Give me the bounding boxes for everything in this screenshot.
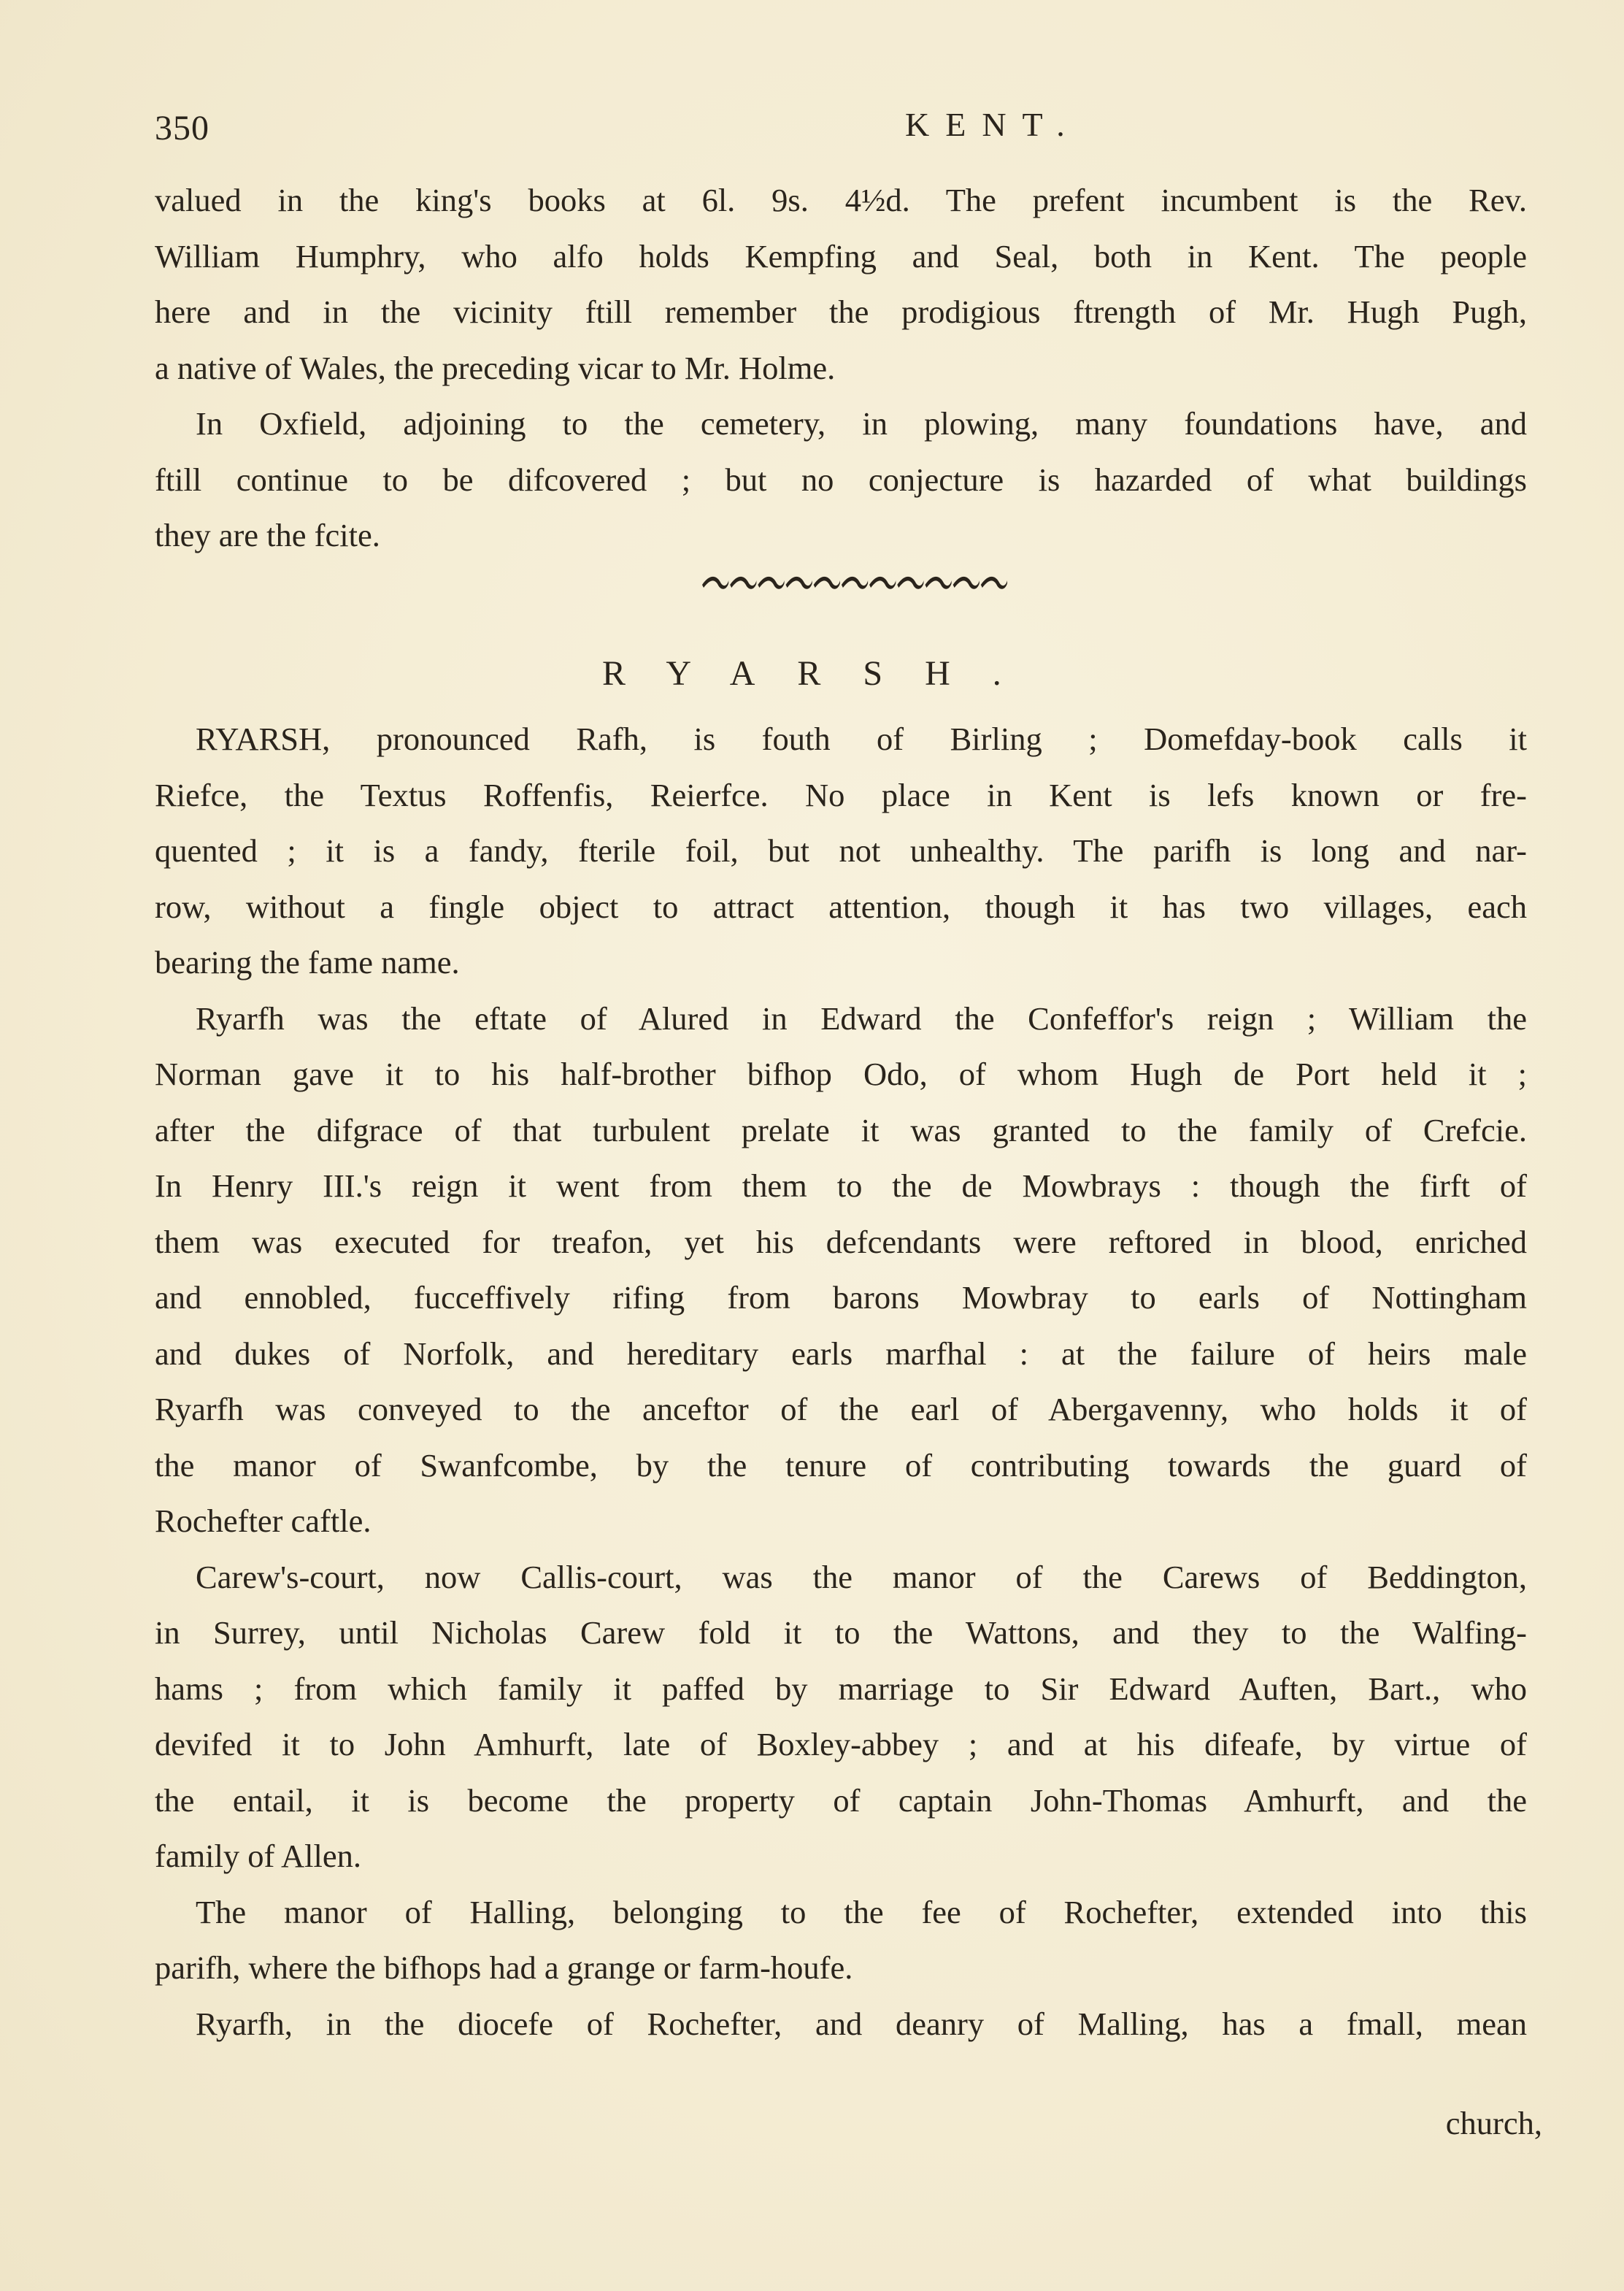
- text-line: and dukes of Norfolk, and hereditary earls marfhal : at the failure of heirs male: [155, 1335, 1527, 1372]
- paragraph: [155, 1996, 1527, 2052]
- text-line: Ryarfh was conveyed to the anceftor of the earl of Abergavenny, who holds it of: [155, 1391, 1527, 1427]
- section-title: RYARSH.: [602, 654, 1044, 693]
- text-line: In Henry III.'s reign it went from them to the de Mowbrays : though the firft of: [155, 1167, 1527, 1204]
- text-line: Ryarfh, in the diocefe of Rochefter, and deanry of Malling, has a fmall, mean: [196, 2005, 1527, 2042]
- text-line: and ennobled, fucceffively rifing from barons Mowbray to earls of Nottingham: [155, 1279, 1527, 1316]
- text-line: RYARSH, pronounced Rafh, is fouth of Birling ; Domefday-book calls it: [196, 721, 1527, 757]
- text-line: valued in the king's books at 6l. 9s. 4½d. The prefent incumbent is the Rev.: [155, 182, 1527, 218]
- paragraph: [155, 991, 1527, 1549]
- paragraph: [155, 1549, 1527, 1884]
- text-line: row, without a fingle object to attract attention, though it has two villages, each: [155, 888, 1527, 925]
- text-line: William Humphry, who alfo holds Kempfing and Seal, both in Kent. The people: [155, 237, 1527, 275]
- page-number: 350: [155, 109, 209, 147]
- decorative-rule-ornament: [701, 572, 1007, 594]
- paragraph: [155, 172, 1527, 396]
- page-header: [155, 108, 1527, 159]
- section-text-block: [155, 711, 1527, 2052]
- text-line: the entail, it is become the property of captain John-Thomas Amhurft, and the: [155, 1781, 1527, 1819]
- text-line: in Surrey, until Nicholas Carew fold it to the Wattons, and they to the Walfing-: [155, 1614, 1527, 1651]
- running-head: KENT.: [905, 106, 1081, 143]
- text-line: after the difgrace of that turbulent prelate it was granted to the family of Crefcie.: [155, 1111, 1527, 1148]
- text-line: In Oxfield, adjoining to the cemetery, in plowing, many foundations have, and: [196, 405, 1527, 442]
- paragraph: [155, 1884, 1527, 1996]
- text-line: devifed it to John Amhurft, late of Boxley-abbey ; and at his difeafe, by virtue of: [155, 1726, 1527, 1762]
- paragraph: [155, 711, 1527, 991]
- text-line: a native of Wales, the preceding vicar to Mr. Holme.: [155, 349, 836, 386]
- paragraph: [155, 396, 1527, 564]
- text-line: the manor of Swanfcombe, by the tenure of contributing towards the guard of: [155, 1446, 1527, 1484]
- top-text-block: [155, 172, 1527, 564]
- text-line: them was executed for treafon, yet his defcendants were reftored in blood, enriched: [155, 1223, 1527, 1260]
- catchword: church,: [1445, 2105, 1542, 2141]
- text-line: Rochefter caftle.: [155, 1503, 372, 1539]
- text-line: hams ; from which family it paffed by marriage to Sir Edward Auften, Bart., who: [155, 1670, 1527, 1707]
- text-line: family of Allen.: [155, 1838, 362, 1874]
- text-line: Ryarfh was the eftate of Alured in Edward the Confeffor's reign ; William the: [196, 999, 1527, 1037]
- text-line: bearing the fame name.: [155, 944, 460, 981]
- text-line: ftill continue to be difcovered ; but no conjecture is hazarded of what buildings: [155, 461, 1527, 498]
- text-line: Norman gave it to his half-brother bifhop Odo, of whom Hugh de Port held it ;: [155, 1056, 1527, 1092]
- text-line: quented ; it is a fandy, fterile foil, but not unhealthy. The parifh is long and nar-: [155, 832, 1527, 869]
- text-line: they are the fcite.: [155, 517, 380, 553]
- text-line: parifh, where the bifhops had a grange or farm-houfe.: [155, 1949, 853, 1986]
- text-line: here and in the vicinity ftill remember the prodigious ftrength of Mr. Hugh Pugh,: [155, 293, 1527, 330]
- text-line: Riefce, the Textus Roffenfis, Reierfce. No place in Kent is lefs known or fre-: [155, 776, 1527, 813]
- text-line: The manor of Halling, belonging to the fee of Rochefter, extended into this: [196, 1893, 1527, 1930]
- text-line: Carew's-court, now Callis-court, was the manor of the Carews of Beddington,: [196, 1558, 1527, 1595]
